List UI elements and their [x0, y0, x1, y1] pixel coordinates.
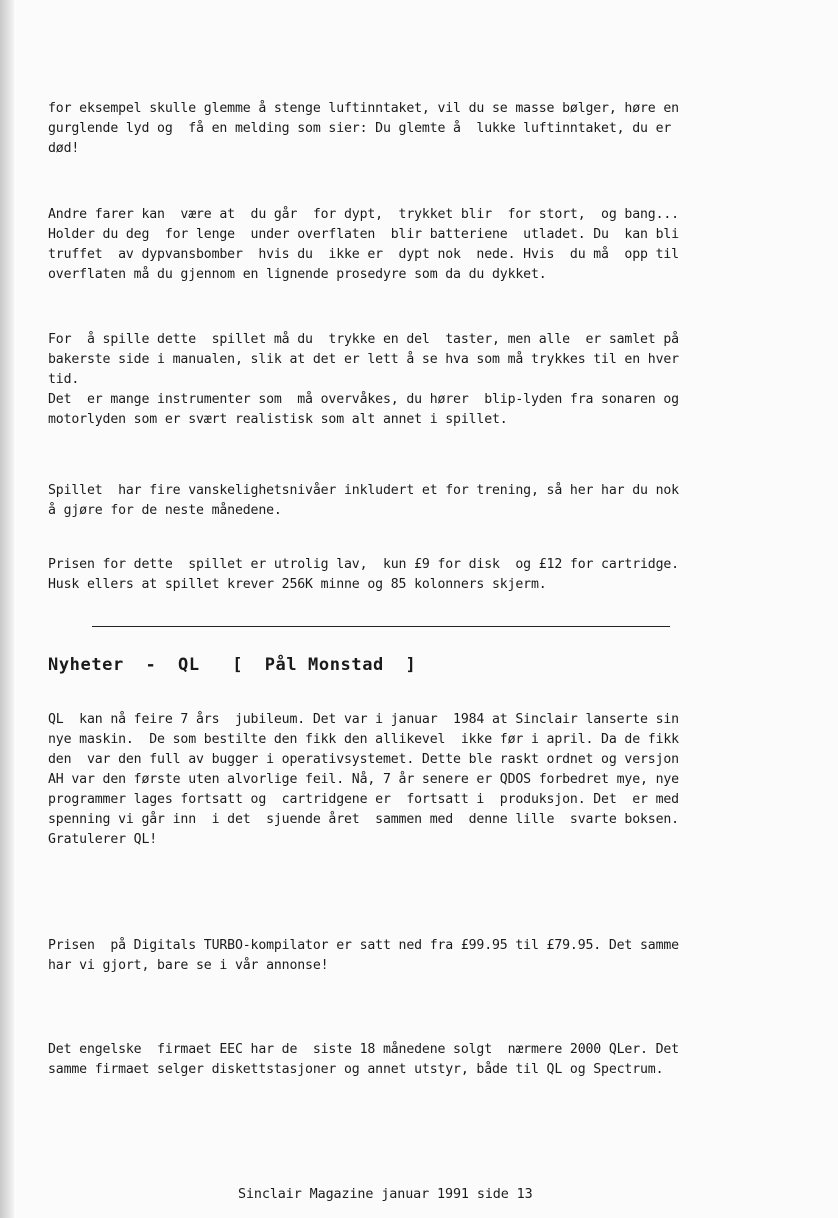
paragraph-2	[48, 205, 772, 285]
paragraph-4	[48, 481, 772, 521]
paragraph-5	[48, 555, 772, 595]
text-line: Spillet har fire vanskelighetsnivåer inkludert et for trening, så her har du nok	[48, 483, 679, 498]
text-line: tid.	[48, 372, 80, 387]
text-line: gurglende lyd og få en melding som sier: Du glemte å lukke luftinntaket, du er	[48, 121, 672, 136]
text-line: Husk ellers at spillet krever 256K minne og 85 kolonners skjerm.	[48, 577, 547, 592]
text-line: Prisen på Digitals TURBO-kompilator er satt ned fra £99.95 til £79.95. Det samme	[48, 938, 679, 953]
news-item-3	[48, 1040, 772, 1080]
news-item-1	[48, 710, 772, 850]
paragraph-1	[48, 99, 772, 159]
text-line: bakerste side i manualen, slik at det er lett å se hva som må trykkes til en hver	[48, 352, 679, 367]
section-divider	[92, 626, 670, 627]
text-line: QL kan nå feire 7 års jubileum. Det var i januar 1984 at Sinclair lanserte sin	[48, 712, 679, 727]
text-line: Prisen for dette spillet er utrolig lav, kun £9 for disk og £12 for cartridge.	[48, 557, 679, 572]
text-line: Gratulerer QL!	[48, 832, 158, 847]
page-edge-shadow	[0, 0, 14, 1218]
page-footer: Sinclair Magazine januar 1991 side 13	[238, 1187, 533, 1202]
text-line: nye maskin. De som bestilte den fikk den allikevel ikke før i april. Da de fikk	[48, 732, 679, 747]
text-line: AH var den første uten alvorlige feil. Nå, 7 år senere er QDOS forbedret mye, nye	[48, 772, 679, 787]
text-line: Det er mange instrumenter som må overvåkes, du hører blip-lyden fra sonaren og	[48, 392, 679, 407]
text-line: Andre farer kan være at du går for dypt, trykket blir for stort, og bang...	[48, 207, 679, 222]
text-line: truffet av dypvansbomber hvis du ikke er dypt nok nede. Hvis du må opp til	[48, 247, 679, 262]
text-line: spenning vi går inn i det sjuende året sammen med denne lille svarte boksen.	[48, 812, 679, 827]
text-line: Det engelske firmaet EEC har de siste 18 månedene solgt nærmere 2000 QLer. Det	[48, 1042, 679, 1057]
paragraph-3	[48, 330, 772, 430]
text-line: den var den full av bugger i operativsystemet. Dette ble raskt ordnet og versjon	[48, 752, 679, 767]
section-heading: Nyheter - QL [ Pål Monstad ]	[48, 655, 417, 675]
text-line: overflaten må du gjennom en lignende prosedyre som da du dykket.	[48, 267, 547, 282]
text-line: å gjøre for de neste månedene.	[48, 503, 282, 518]
text-line: Holder du deg for lenge under overflaten blir batteriene utladet. Du kan bli	[48, 227, 679, 242]
text-line: samme firmaet selger diskettstasjoner og annet utstyr, både til QL og Spectrum.	[48, 1062, 664, 1077]
text-line: programmer lages fortsatt og cartridgene er fortsatt i produksjon. Det er med	[48, 792, 679, 807]
text-line: for eksempel skulle glemme å stenge luftinntaket, vil du se masse bølger, høre en	[48, 101, 679, 116]
text-line: motorlyden som er svært realistisk som alt annet i spillet.	[48, 412, 508, 427]
text-line: For å spille dette spillet må du trykke en del taster, men alle er samlet på	[48, 332, 679, 347]
text-line: død!	[48, 141, 80, 156]
text-line: har vi gjort, bare se i vår annonse!	[48, 958, 329, 973]
news-item-2	[48, 936, 772, 976]
